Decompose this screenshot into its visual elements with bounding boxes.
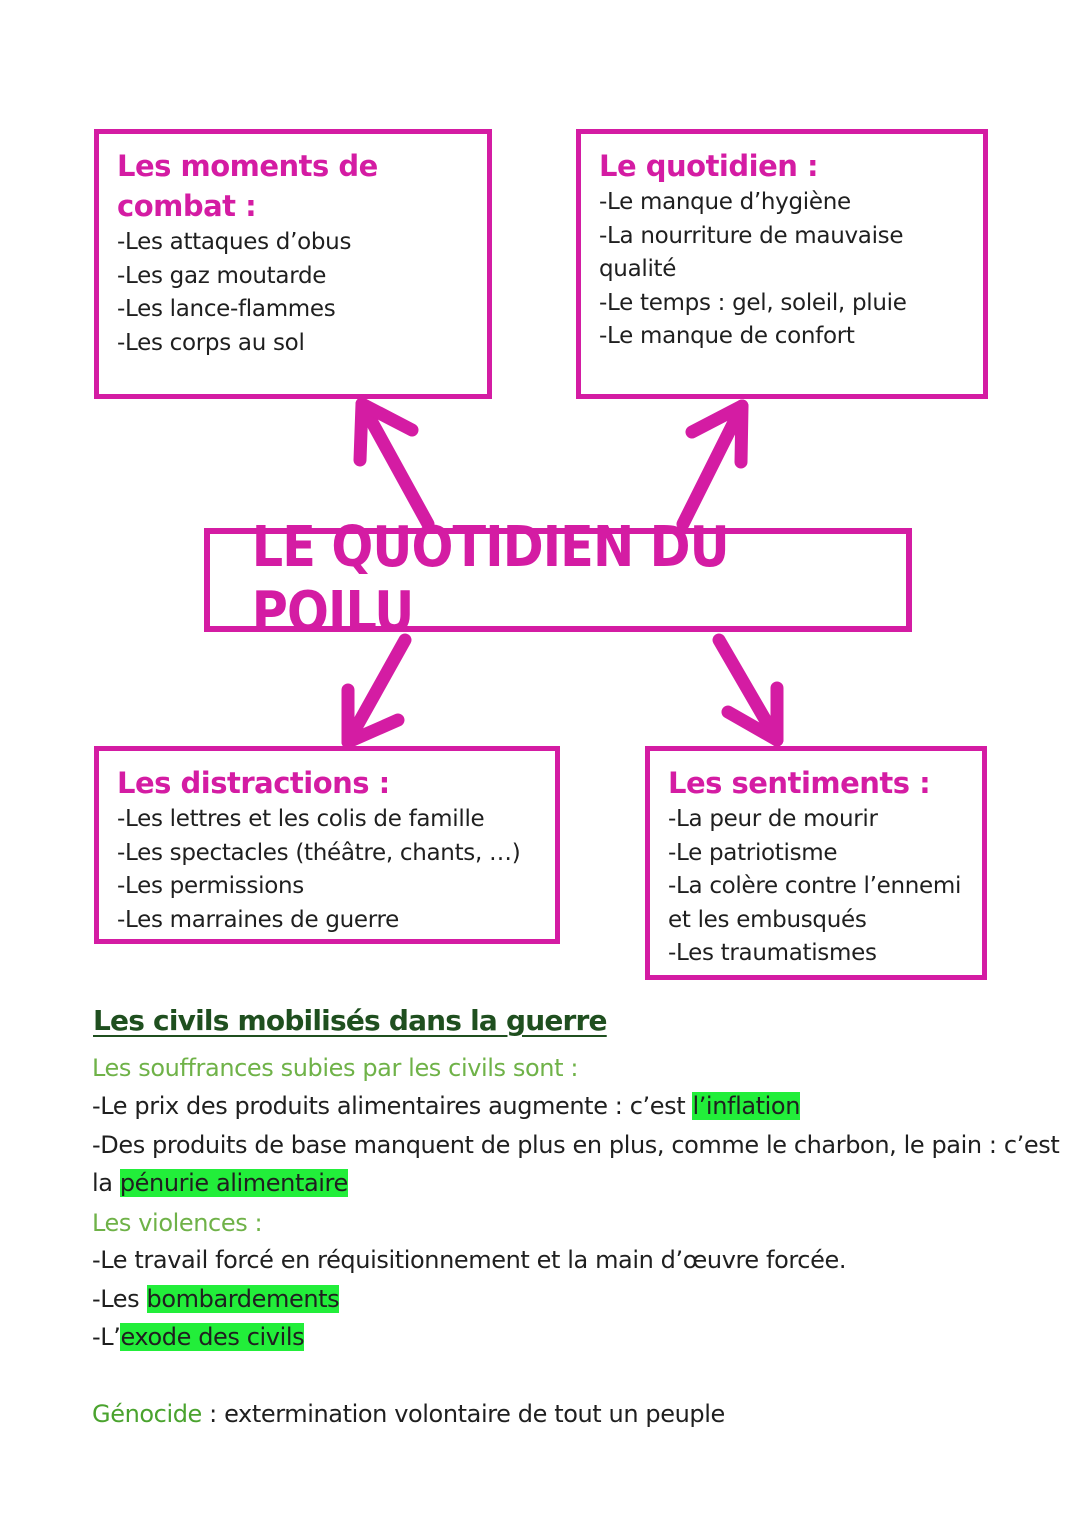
list-item: -Les gaz moutarde (117, 262, 327, 289)
list-item: -Les marraines de guerre (117, 906, 400, 933)
exode-term: exode des civils (120, 1323, 305, 1351)
arrow-to-quotidien (683, 406, 742, 524)
penurie-line-1: -Des produits de base manquent de plus en plus, comme le charbon, le pain : c’est (92, 1131, 1060, 1159)
box-title-combat-line-1: Les moments de (117, 149, 378, 183)
list-item: qualité (599, 256, 677, 282)
travail-line: -Le travail forcé en réquisitionnement et la main d’œuvre forcée. (92, 1246, 847, 1274)
souffrances-heading: Les souffrances subies par les civils sont : (92, 1054, 579, 1082)
quotidien-list (599, 186, 965, 354)
genocide-definition: : extermination volontaire de tout un peuple (201, 1400, 725, 1428)
inflation-line (92, 1092, 800, 1120)
list-item: -Le manque de confort (599, 323, 855, 349)
bombardements-term: bombardements (146, 1285, 340, 1313)
violences-heading: Les violences : (92, 1209, 263, 1237)
box-title-distractions: Les distractions : (117, 766, 390, 800)
list-item: -Les traumatismes (668, 940, 877, 966)
sentiments-list (668, 803, 964, 971)
inflation-term: l’inflation (692, 1092, 801, 1120)
bombardements-prefix: -Les (92, 1285, 147, 1313)
list-item: -Les attaques d’obus (117, 229, 352, 255)
box-title-combat-line-2: combat : (117, 189, 257, 223)
list-item: -Le manque d’hygiène (599, 189, 851, 215)
penurie-text: la (92, 1169, 120, 1197)
arrow-to-sentiments (719, 640, 777, 740)
central-title-box (204, 515, 912, 645)
list-item: -La peur de mourir (668, 806, 878, 832)
arrow-to-combat (360, 404, 428, 524)
bombardements-line (92, 1285, 339, 1313)
list-item: -La colère contre l’ennemi (668, 873, 962, 899)
penurie-term: pénurie alimentaire (119, 1169, 348, 1197)
box-title-sentiments: Les sentiments : (668, 766, 931, 800)
distractions-list (117, 803, 537, 937)
genocide-line (92, 1400, 725, 1428)
list-item: -Les corps au sol (117, 329, 305, 356)
list-item: -Le patriotisme (668, 839, 838, 866)
arrow-to-distractions (348, 640, 405, 742)
list-item: et les embusqués (668, 906, 867, 933)
box-title-quotidien: Le quotidien : (599, 149, 819, 183)
inflation-text: -Le prix des produits alimentaires augmente : c’est (92, 1092, 693, 1120)
list-item: -Le temps : gel, soleil, pluie (599, 289, 907, 316)
exode-prefix: -L’ (92, 1323, 121, 1351)
exode-line (92, 1323, 304, 1351)
box-moments-de-combat (94, 129, 492, 399)
list-item: -Les spectacles (théâtre, chants, …) (117, 839, 521, 866)
penurie-line-2 (92, 1169, 348, 1197)
genocide-term: Génocide (92, 1400, 202, 1428)
box-les-distractions (94, 746, 560, 944)
box-le-quotidien (576, 129, 988, 399)
combat-list (117, 226, 469, 360)
list-item: -Les lance-flammes (117, 296, 336, 322)
list-item: -Les permissions (117, 873, 304, 899)
list-item: -Les lettres et les colis de famille (117, 806, 485, 832)
section-title-civils: Les civils mobilisés dans la guerre (93, 1004, 607, 1037)
list-item: -La nourriture de mauvaise (599, 222, 904, 249)
box-les-sentiments (645, 746, 987, 980)
central-title: LE QUOTIDIEN DU POILU (251, 515, 729, 645)
